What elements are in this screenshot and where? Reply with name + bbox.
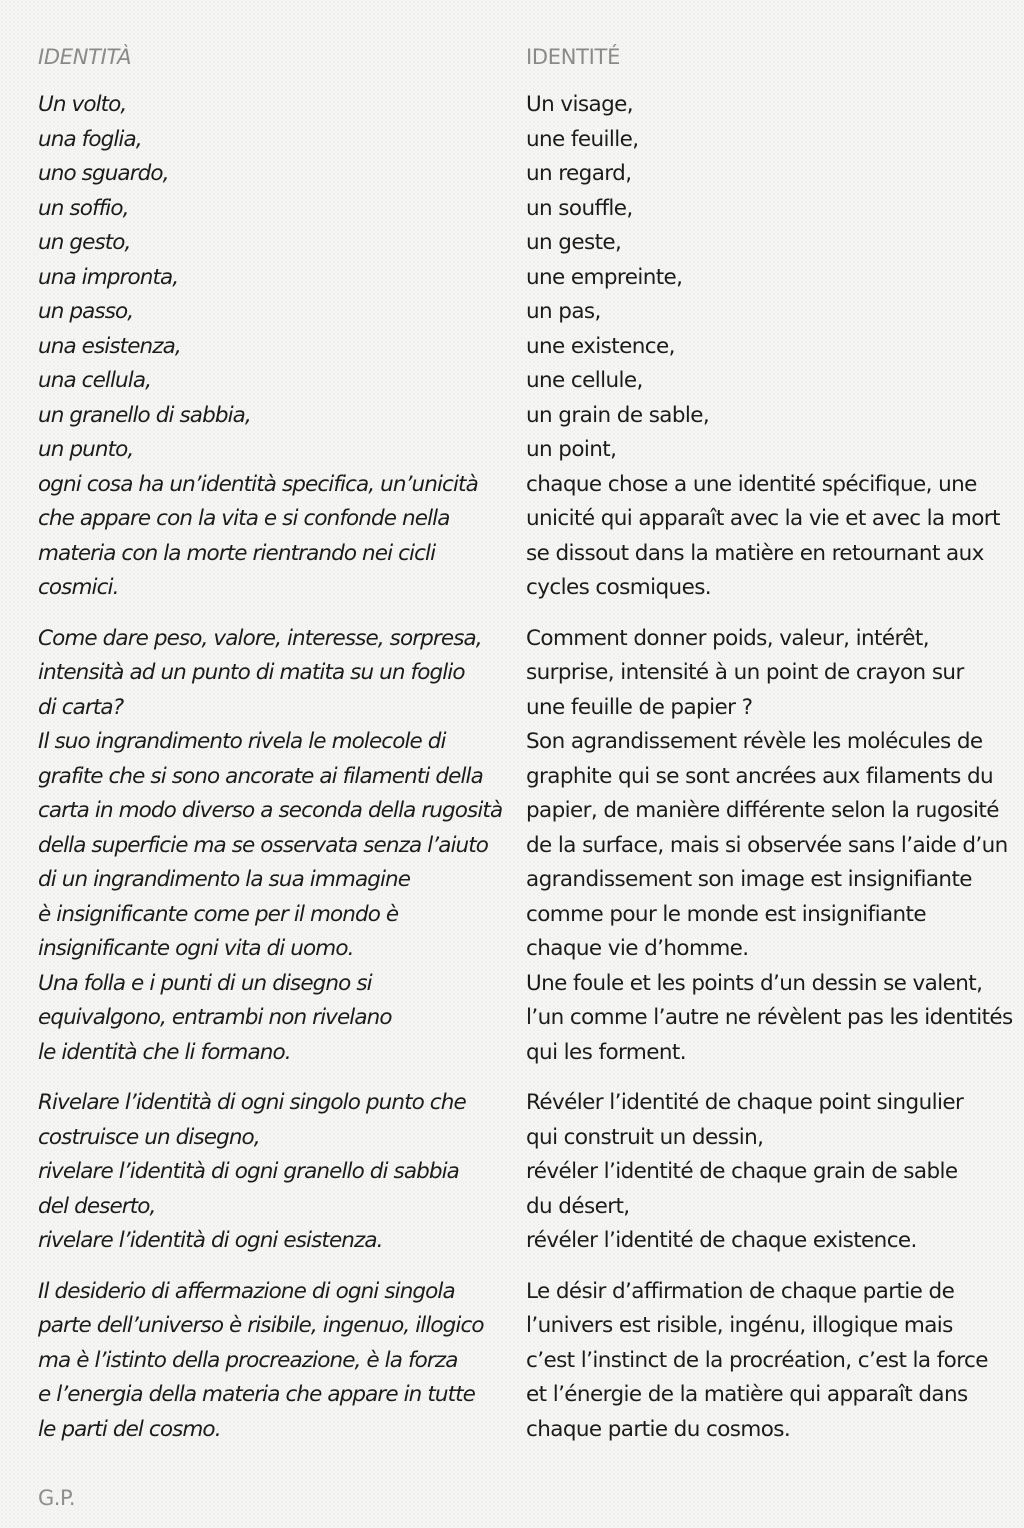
poem-line: ma è l’istinto della procreazione, è la forza xyxy=(38,1347,458,1373)
poem-line: Comment donner poids, valeur, intérêt, xyxy=(526,625,929,651)
poem-line: un souffle, xyxy=(526,195,633,221)
poem-line: insignificante ogni vita di uomo. xyxy=(38,936,354,961)
italian-column xyxy=(38,40,508,1463)
poem-line: le identità che li formano. xyxy=(38,1039,291,1065)
poem-line: e l’energia della materia che appare in tutte xyxy=(38,1382,475,1407)
poem-line: costruisce un disegno, xyxy=(38,1124,260,1150)
poem-line: uno sguardo, xyxy=(38,161,169,186)
poem-line: c’est l’instinct de la procréation, c’est la force xyxy=(526,1347,988,1373)
poem-line: de la surface, mais si observée sans l’aide d’un xyxy=(526,832,1008,858)
poem-line: une existence, xyxy=(526,333,675,359)
poem-line: Come dare peso, valore, interesse, sorpresa, xyxy=(38,625,482,651)
poem-line: une feuille, xyxy=(526,126,639,152)
poem-line: papier, de manière différente selon la rugosité xyxy=(526,798,999,823)
poem-line: una foglia, xyxy=(38,126,142,152)
poem-line: une empreinte, xyxy=(526,264,683,290)
french-stanza xyxy=(526,1275,996,1448)
poem-line: di carta? xyxy=(38,694,124,720)
poem-line: un point, xyxy=(526,437,617,462)
french-title: IDENTITÉ xyxy=(526,45,621,69)
poem-line: del deserto, xyxy=(38,1193,156,1219)
poem-line: cycles cosmiques. xyxy=(526,575,712,600)
poem-line: une feuille de papier ? xyxy=(526,694,753,720)
italian-title: IDENTITÀ xyxy=(38,45,132,69)
italian-poem-body xyxy=(38,88,508,1447)
poem-line: se dissout dans la matière en retournant aux xyxy=(526,540,984,566)
italian-stanza xyxy=(38,1275,508,1448)
poem-line: qui construit un dessin, xyxy=(526,1124,764,1150)
poem-line: Il suo ingrandimento rivela le molecole di xyxy=(38,729,446,754)
poem-line: ogni cosa ha un’identità specifica, un’unicità xyxy=(38,471,478,497)
poem-line: un pas, xyxy=(526,299,601,324)
poem-line: Le désir d’affirmation de chaque partie de xyxy=(526,1278,955,1304)
poem-line: un punto, xyxy=(38,437,134,462)
poem-line: surprise, intensité à un point de crayon sur xyxy=(526,660,964,685)
french-stanza xyxy=(526,1086,996,1259)
poem-line: un granello di sabbia, xyxy=(38,402,251,428)
poem-line: Il desiderio di affermazione di ogni singola xyxy=(38,1278,455,1304)
poem-line: Révéler l’identité de chaque point singulier xyxy=(526,1090,964,1115)
poem-line: Une foule et les points d’un dessin se valent, xyxy=(526,970,983,996)
poem-line: una cellula, xyxy=(38,368,152,393)
poem-line: chaque chose a une identité spécifique, une xyxy=(526,471,977,497)
poem-line: intensità ad un punto di matita su un foglio xyxy=(38,660,465,685)
poem-line: Un volto, xyxy=(38,92,127,117)
italian-stanza xyxy=(38,622,508,1071)
poem-line: un soffio, xyxy=(38,195,129,221)
poem-line: un geste, xyxy=(526,230,622,255)
poem-line: parte dell’universo è risibile, ingenuo, illogico xyxy=(38,1313,484,1338)
poem-line: comme pour le monde est insignifiante xyxy=(526,901,927,927)
poem-line: agrandissement son image est insignifiante xyxy=(526,867,972,892)
author-signature: G.P. xyxy=(38,1486,76,1510)
poem-line: materia con la morte rientrando nei cicli xyxy=(38,540,436,566)
french-poem-body xyxy=(526,88,1013,1447)
poem-line: révéler l’identité de chaque existence. xyxy=(526,1228,917,1253)
poem-line: du désert, xyxy=(526,1193,630,1219)
italian-stanza xyxy=(38,1086,508,1259)
italian-stanza xyxy=(38,88,508,606)
poem-line: un passo, xyxy=(38,299,134,324)
poem-line: carta in modo diverso a seconda della rugosità xyxy=(38,798,503,823)
poem-line: et l’énergie de la matière qui apparaît dans xyxy=(526,1382,968,1407)
french-column xyxy=(526,40,1013,1463)
poem-line: della superficie ma se osservata senza l’aiuto xyxy=(38,832,489,858)
poem-line: Son agrandissement révèle les molécules de xyxy=(526,729,983,754)
poem-line: Una folla e i punti di un disegno si xyxy=(38,970,372,996)
poem-line: Un visage, xyxy=(526,92,633,117)
poem-line: di un ingrandimento la sua immagine xyxy=(38,867,411,892)
poem-line: unicité qui apparaît avec la vie et avec la mort xyxy=(526,506,1000,531)
poem-line: une cellule, xyxy=(526,368,643,393)
poem-line: equivalgono, entrambi non rivelano xyxy=(38,1005,392,1030)
poem-line: un grain de sable, xyxy=(526,402,710,428)
poem-line: è insignificante come per il mondo è xyxy=(38,901,399,927)
poem-line: qui les forment. xyxy=(526,1039,686,1065)
poem-line: Rivelare l’identità di ogni singolo punto che xyxy=(38,1090,466,1115)
poem-line: un regard, xyxy=(526,161,632,186)
poem-line: chaque vie d’homme. xyxy=(526,936,749,961)
poem-line: graphite qui se sont ancrées aux filaments du xyxy=(526,763,994,789)
poem-line: le parti del cosmo. xyxy=(38,1416,221,1442)
poem-line: cosmici. xyxy=(38,575,119,600)
poem-line: un gesto, xyxy=(38,230,131,255)
poem-line: una esistenza, xyxy=(38,333,181,359)
poem-line: rivelare l’identità di ogni granello di sabbia xyxy=(38,1159,459,1184)
french-stanza xyxy=(526,622,1013,1071)
poem-line: che appare con la vita e si confonde nella xyxy=(38,506,450,531)
french-stanza xyxy=(526,88,1000,606)
poem-line: rivelare l’identità di ogni esistenza. xyxy=(38,1228,383,1253)
poem-line: l’un comme l’autre ne révèlent pas les identités xyxy=(526,1005,1013,1030)
poem-line: l’univers est risible, ingénu, illogique mais xyxy=(526,1313,953,1338)
poem-line: révéler l’identité de chaque grain de sable xyxy=(526,1159,958,1184)
poem-line: grafite che si sono ancorate ai filamenti della xyxy=(38,763,483,789)
poem-line: una impronta, xyxy=(38,264,179,290)
poem-line: chaque partie du cosmos. xyxy=(526,1416,791,1442)
